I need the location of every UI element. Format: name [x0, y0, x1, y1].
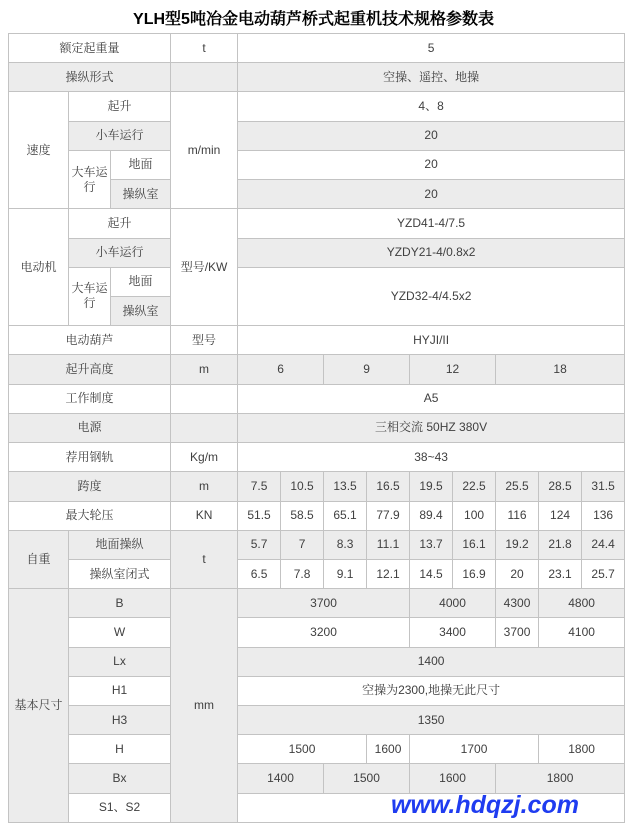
weight-cab-value: 12.1	[367, 559, 410, 588]
span-value: 10.5	[281, 472, 324, 501]
rail-unit: Kg/m	[171, 443, 238, 472]
dim-H-value: 1700	[410, 735, 539, 764]
weight-ground-value: 11.1	[367, 530, 410, 559]
span-unit: m	[171, 472, 238, 501]
weight-cab-value: 9.1	[324, 559, 367, 588]
power-supply-label: 电源	[9, 413, 171, 442]
weight-ground-value: 24.4	[582, 530, 625, 559]
rail-label: 荐用钢轨	[9, 443, 171, 472]
wheel-load-value: 100	[453, 501, 496, 530]
speed-unit: m/min	[171, 92, 238, 209]
page-title: YLH型5吨冶金电动葫芦桥式起重机技术规格参数表	[133, 11, 494, 28]
dim-Lx-value: 1400	[238, 647, 625, 676]
dim-W-label: W	[69, 618, 171, 647]
duty-class-value: A5	[238, 384, 625, 413]
table-row	[9, 530, 625, 559]
table-row	[9, 150, 625, 179]
motor-crane-label: 大车运行	[69, 267, 111, 325]
motor-trolley-value: YZDY21-4/0.8x2	[238, 238, 625, 267]
table-row	[9, 559, 625, 588]
weight-ground-value: 5.7	[238, 530, 281, 559]
motor-crane-cab-label: 操纵室	[111, 296, 171, 325]
lift-height-value: 9	[324, 355, 410, 384]
speed-crane-ground-label: 地面	[111, 150, 171, 179]
duty-class-label: 工作制度	[9, 384, 171, 413]
duty-class-unit	[171, 384, 238, 413]
weight-group-label: 自重	[9, 530, 69, 588]
hoist-model-value: HYJI/II	[238, 326, 625, 355]
wheel-load-label: 最大轮压	[9, 501, 171, 530]
table-row	[9, 384, 625, 413]
table-row	[9, 34, 625, 63]
weight-ground-value: 16.1	[453, 530, 496, 559]
speed-crane-cab-value: 20	[238, 180, 625, 209]
rail-value: 38~43	[238, 443, 625, 472]
control-mode-value: 空操、遥控、地操	[238, 63, 625, 92]
wheel-load-value: 65.1	[324, 501, 367, 530]
table-row	[9, 501, 625, 530]
lift-height-label: 起升高度	[9, 355, 171, 384]
motor-crane-value: YZD32-4/4.5x2	[238, 267, 625, 325]
dim-H-label: H	[69, 735, 171, 764]
dims-unit: mm	[171, 589, 238, 823]
table-row	[9, 647, 625, 676]
dim-H1-label: H1	[69, 676, 171, 705]
dim-W-value: 4100	[539, 618, 625, 647]
speed-group-label: 速度	[9, 92, 69, 209]
weight-ground-value: 21.8	[539, 530, 582, 559]
dim-B-value: 4300	[496, 589, 539, 618]
motor-trolley-label: 小车运行	[69, 238, 171, 267]
weight-ground-label: 地面操纵	[69, 530, 171, 559]
dim-H3-value: 1350	[238, 706, 625, 735]
span-value: 22.5	[453, 472, 496, 501]
dims-group-label: 基本尺寸	[9, 589, 69, 823]
dim-Bx-value: 1400	[238, 764, 324, 793]
dim-Bx-value: 1600	[410, 764, 496, 793]
weight-cab-value: 7.8	[281, 559, 324, 588]
speed-crane-cab-label: 操纵室	[111, 180, 171, 209]
dim-W-value: 3700	[496, 618, 539, 647]
table-row	[9, 735, 625, 764]
span-value: 13.5	[324, 472, 367, 501]
wheel-load-value: 116	[496, 501, 539, 530]
weight-ground-value: 19.2	[496, 530, 539, 559]
hoist-model-unit: 型号	[171, 326, 238, 355]
power-supply-value: 三相交流 50HZ 380V	[238, 413, 625, 442]
dim-B-label: B	[69, 589, 171, 618]
speed-crane-ground-value: 20	[238, 150, 625, 179]
speed-hoist-label: 起升	[69, 92, 171, 121]
dim-H-value: 1600	[367, 735, 410, 764]
dim-Bx-value: 1800	[496, 764, 625, 793]
table-row	[9, 121, 625, 150]
table-row	[9, 92, 625, 121]
motor-group-label: 电动机	[9, 209, 69, 326]
table-row	[9, 443, 625, 472]
wheel-load-value: 89.4	[410, 501, 453, 530]
table-row	[9, 238, 625, 267]
span-value: 28.5	[539, 472, 582, 501]
wheel-load-value: 58.5	[281, 501, 324, 530]
speed-crane-label: 大车运行	[69, 150, 111, 208]
span-label: 跨度	[9, 472, 171, 501]
span-value: 7.5	[238, 472, 281, 501]
lift-height-value: 12	[410, 355, 496, 384]
dim-B-value: 4000	[410, 589, 496, 618]
span-value: 19.5	[410, 472, 453, 501]
dim-B-value: 4800	[539, 589, 625, 618]
wheel-load-value: 77.9	[367, 501, 410, 530]
spec-table	[8, 33, 625, 823]
table-row	[9, 355, 625, 384]
weight-cab-value: 14.5	[410, 559, 453, 588]
speed-trolley-value: 20	[238, 121, 625, 150]
weight-cab-value: 16.9	[453, 559, 496, 588]
weight-cab-value: 25.7	[582, 559, 625, 588]
weight-ground-value: 8.3	[324, 530, 367, 559]
lift-height-value: 18	[496, 355, 625, 384]
weight-cab-value: 23.1	[539, 559, 582, 588]
lift-height-value: 6	[238, 355, 324, 384]
dim-S1S2-label: S1、S2	[69, 793, 171, 822]
dim-Bx-value: 1500	[324, 764, 410, 793]
dim-Lx-label: Lx	[69, 647, 171, 676]
control-mode-label: 操纵形式	[9, 63, 171, 92]
table-row	[9, 413, 625, 442]
rated-capacity-unit: t	[171, 34, 238, 63]
speed-trolley-label: 小车运行	[69, 121, 171, 150]
span-value: 31.5	[582, 472, 625, 501]
table-row	[9, 63, 625, 92]
rated-capacity-value: 5	[238, 34, 625, 63]
span-value: 16.5	[367, 472, 410, 501]
wheel-load-value: 124	[539, 501, 582, 530]
dim-Bx-label: Bx	[69, 764, 171, 793]
motor-crane-ground-label: 地面	[111, 267, 171, 296]
dim-W-value: 3400	[410, 618, 496, 647]
dim-H3-label: H3	[69, 706, 171, 735]
table-row	[9, 209, 625, 238]
span-value: 25.5	[496, 472, 539, 501]
motor-hoist-value: YZD41-4/7.5	[238, 209, 625, 238]
rated-capacity-label: 额定起重量	[9, 34, 171, 63]
table-row	[9, 764, 625, 793]
table-row	[9, 589, 625, 618]
dim-W-value: 3200	[238, 618, 410, 647]
dim-B-value: 3700	[238, 589, 410, 618]
watermark-url: www.hdqzj.com	[391, 791, 579, 819]
speed-hoist-value: 4、8	[238, 92, 625, 121]
motor-unit: 型号/KW	[171, 209, 238, 326]
wheel-load-value: 136	[582, 501, 625, 530]
table-row	[9, 676, 625, 705]
weight-cab-value: 20	[496, 559, 539, 588]
weight-ground-value: 13.7	[410, 530, 453, 559]
table-row	[9, 618, 625, 647]
lift-height-unit: m	[171, 355, 238, 384]
hoist-model-label: 电动葫芦	[9, 326, 171, 355]
control-mode-unit	[171, 63, 238, 92]
wheel-load-value: 51.5	[238, 501, 281, 530]
power-supply-unit	[171, 413, 238, 442]
motor-hoist-label: 起升	[69, 209, 171, 238]
table-row	[9, 472, 625, 501]
table-row	[9, 326, 625, 355]
weight-cab-value: 6.5	[238, 559, 281, 588]
wheel-load-unit: KN	[171, 501, 238, 530]
weight-unit: t	[171, 530, 238, 588]
dim-H1-value: 空操为2300,地操无此尺寸	[238, 676, 625, 705]
table-row	[9, 706, 625, 735]
weight-cab-label: 操纵室闭式	[69, 559, 171, 588]
weight-ground-value: 7	[281, 530, 324, 559]
table-row	[9, 267, 625, 296]
dim-H-value: 1800	[539, 735, 625, 764]
dim-H-value: 1500	[238, 735, 367, 764]
